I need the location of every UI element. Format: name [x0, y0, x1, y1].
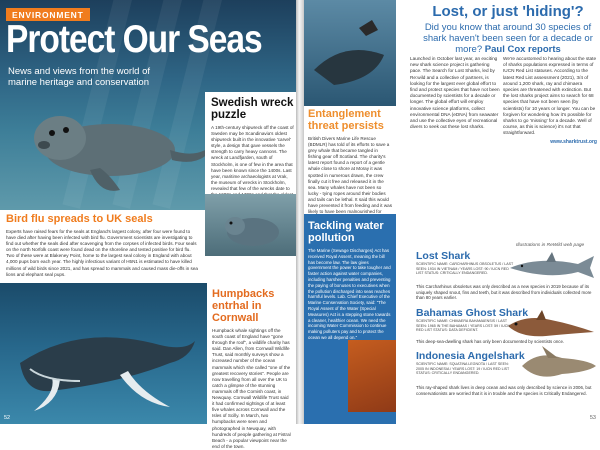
- shark-name-2: Bahamas Ghost Shark: [416, 307, 529, 319]
- bird-flu-body: Experts have raised fears for the seals at England's largest colony, after four were found to have died after having been infected with bird flu. Government scientists are investigating to find out whether the seals died after scavenging from the corpses of infected birds. Four seals on the north Norfolk coast were found dead on the shoreline and tested positive for bird flu. Two of these were at Blakeney Point, home to the largest seal colony in England with about 4,000 pups born each year. The highly infectious variant of H5N1 is estimated to have killed millions of wild birds since 2021, and has spread to mammals and caused mass die-offs in sea lions and elephant seal pups.: [6, 229, 198, 277]
- shark-facts-2: SCIENTIFIC NAME: CHIMAERA BAHAMAENSIS / LAST SEEN: 1965 IN THE BAHAMAS / YEARS LOST: 59 / IUCN RED LIST STATUS: DATA DEFICIENT.: [416, 319, 510, 333]
- bird-flu-article: [0, 210, 205, 283]
- feature-body-left: [410, 56, 500, 130]
- section-tag: ENVIRONMENT: [6, 8, 90, 21]
- lost-shark-illustration: [508, 250, 598, 284]
- entanglement-photo: [304, 0, 396, 106]
- humpback-heading: Humpbacks entrhal in Cornwall: [212, 288, 275, 324]
- feature-intro: [416, 22, 600, 55]
- pollution-body: The Marine (Sewage Discharges) Act has received Royal Assent, meaning the bill has become law. The law gives government the power to take tougher and faster action against water companies, including harsher penalties and preventing the paying of bonuses to executives when the pollution discharged into seas reaches harmful levels. Lab. Chief Executive of the Marine Conservation Society, said: "The Royal Assent of the Water (Special Measures) Act is a stepping stone towards a cleaner, healthier ocean. We need the incoming Water Commission to continue making polluters pay and to protect the ocean we all depend on.": [308, 248, 391, 340]
- left-page: [0, 0, 296, 449]
- illustration-caption: Illustrations in ReWild web page: [516, 243, 585, 248]
- feature-byline: Paul Cox reports: [484, 44, 561, 55]
- shark-trust-link[interactable]: www.sharktrust.org: [550, 138, 597, 145]
- shark-note-3: This ray-shaped shark lives in deep ocean and was only described by science in 2006, but conservationists are worried that it is in trouble and the species is Critically Endangered.: [416, 385, 592, 396]
- entanglement-heading: Entanglement threat persists: [308, 108, 384, 132]
- feature-body-right: [503, 56, 597, 145]
- shark-name-3: Indonesia Angelshark: [416, 350, 525, 362]
- humpback-article: [207, 286, 297, 449]
- shark-facts-3: SCIENTIFIC NAME: SQUATINA LEGNOTA / LAST SEEN: 2005 IN INDONESIA / YEARS LOST: 19 / IUCN RED LIST STATUS: CRITICALLY ENDANGERED.: [416, 362, 510, 376]
- shark-note-2: This deep-sea-dwelling shark has only been documented by scientists once.: [416, 339, 565, 344]
- page-number-right: 53: [589, 415, 596, 421]
- shark-note-1: This Carcharhinus obsoletus was only described as a new species in 2019 because of its uniquely shaped snout, fins and teeth, but it was described from individuals collected more than 80 years earlier.: [416, 284, 592, 301]
- feature-body-left-text: Launched in October last year, an exciting new shark science project is gathering pace. The Search for Lost Sharks, led by Re:wild and a collective of partners, is looking for the largest ever global effort to find and protect species that have not been documented by scientists for a decade or longer. The global effort will employ innovative science platforms, collect environmental DNA (eDNA) from seawater and use the collective eyes of recreational divers to seek out these lost sharks.: [410, 56, 500, 130]
- feature-body-right-text: We're accustomed to hearing about the state of sharks populations expressed in terms of IUCN Red List statuses. According to the latest Red List assessment (2021), 3/4 of around 1,200 shark, ray and chimaera species are threatened with extinction. But the lost sharks project aims to search for 68 species that have not been seen (by scientists) for 10 years or longer. You can be forgiven for wondering how it's possible for sharks to go 'missing' for a decade. Well of course, as this is science) it's not that straightforward.: [503, 56, 597, 136]
- walrus-illustration: [205, 194, 301, 256]
- feature-title: Lost, or just 'hiding'?: [432, 3, 584, 20]
- whale-illustration: [0, 283, 207, 424]
- page-headline: Protect Our Seas: [6, 18, 262, 61]
- right-page: [304, 0, 600, 424]
- shark-facts-1: SCIENTIFIC NAME: CARCHARHINUS OBSOLETUS / LAST SEEN: 1934 IN VIETNAM / YEARS LOST: 90 / IUCN RED LIST STATUS: CRITICALLY ENDANGERED.: [416, 262, 514, 276]
- diver-whale-illustration: [304, 0, 396, 106]
- diver-photo: [348, 340, 396, 412]
- entanglement-body: British Divers Marine Life Rescue (BDMLR) has told of its efforts to save a grey whale that became tangled in fishing gear off Scotland. The charity's latest report found a report of a gentle whale close to shore at Moray it was spotted in numerous drawn, the crew finally cut it free and released it in the sea. Many whales have not been so lucky - tying ropes around their bodies and tails can be lethal. It said this would have prevented it from feeding and it was likely to have been malnourished for: [308, 136, 393, 215]
- bird-flu-heading: Bird flu spreads to UK seals: [6, 213, 153, 225]
- shark-name-1: Lost Shark: [416, 250, 471, 262]
- humpback-body: Humpback whale sightings off the south coast of England have "gone through the roof", a wildlife charity has said. Dan Allen, from Cornwall Wildlife Trust, said monthly surveys show a increased number of the ocean mammals which she called "one of the greatest recovery stories". People are now travelling from all over the UK to catch a glimpse of the stunning mammals off the Cornish coast, in Newquay. Cornwall Wildlife Trust said it had confirmed sightings of at least five whales across Cornwall and the Isles of Scilly. In March, two humpbacks were seen and photographed in Newquay, with hundreds of people gathering at Fistral Beach - a popular viewpoint near the end of the town.: [212, 328, 291, 449]
- pollution-heading: Tackling water pollution: [308, 220, 384, 244]
- walrus-body: A 19th-century shipwreck off the coast of Sweden may be Scandinavia's oldest shipwreck built in the innovative 'carvel' style, a design that gave vessels the strength to carry heavy cannons. The wreck at Landfjarden, south of Stockholm, is one of few in the area that have been known since the 1400s. Last year, maritime archaeologists at Vrak, the museum of wrecks in Stockholm, revealed that few of the wrecks date to: [211, 125, 294, 191]
- page-number-left: 52: [4, 415, 11, 421]
- feature-intro-text: Did you know that around 30 species of shark haven't been seen for a decade or more?: [423, 22, 593, 55]
- walrus-photo: [205, 194, 301, 256]
- page-subhead: News and views from the world of marine heritage and conservation: [8, 66, 151, 88]
- page-gutter: [296, 0, 304, 424]
- angelshark-illustration: [518, 346, 598, 386]
- whale-photo: [0, 283, 207, 424]
- walrus-heading: Swedish wreck puzzle: [211, 97, 294, 121]
